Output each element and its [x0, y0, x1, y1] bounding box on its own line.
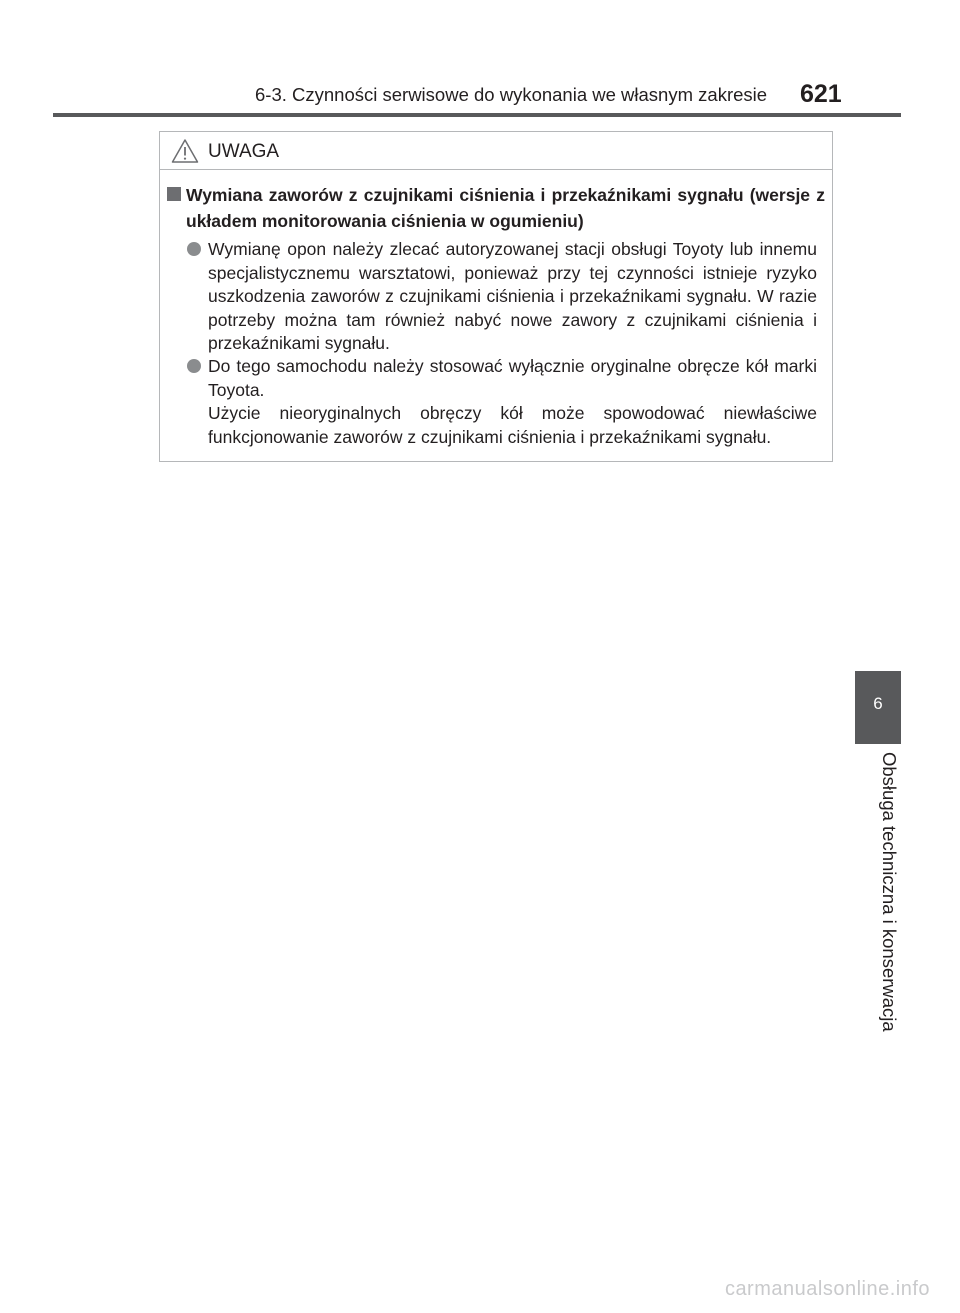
list-item: [187, 355, 817, 449]
square-bullet-icon: [167, 187, 181, 201]
section-title: 6-3. Czynności serwisowe do wykonania we własnym zakresie: [255, 84, 768, 105]
bullet-dot-icon: [187, 242, 201, 256]
chapter-tab: [855, 671, 901, 744]
caution-heading: [167, 182, 825, 234]
caution-label: UWAGA: [208, 141, 280, 162]
page-number: 621: [800, 80, 842, 108]
item-paragraph: Do tego samochodu należy stosować wyłącznie oryginalne obręcze kół marki Toyota.: [208, 356, 817, 400]
caution-heading-text: Wymiana zaworów z czujnikami ciśnienia i przekaźnikami sygnału (wersje z układem monitorowania ciśnienia w ogumieniu): [186, 185, 825, 231]
chapter-title: Obsługa techniczna i konserwacja: [879, 752, 900, 1032]
header-rule: [53, 113, 901, 117]
warning-triangle-icon: [171, 138, 199, 164]
caution-header: [160, 132, 832, 170]
list-item: [187, 238, 817, 356]
bullet-dot-icon: [187, 359, 201, 373]
item-paragraph: Wymianę opon należy zlecać autoryzowanej stacji obsługi Toyoty lub innemu specjalistycznemu warsztatowi, ponieważ przy tej czynności istnieje ryzyko uszkodzenia zaworów z czujnikami ciśnienia i przekaźnikami sygnału. W razie potrzeby można tam również nabyć nowe zawory z czujnikami ciśnienia i przekaźnikami sygnału.: [208, 239, 817, 353]
chapter-number: 6: [873, 694, 883, 713]
caution-box: [159, 131, 833, 462]
watermark: carmanualsonline.info: [724, 1278, 930, 1300]
item-paragraph: Użycie nieoryginalnych obręczy kół może spowodować niewłaściwe funkcjonowanie zaworów z czujnikami ciśnienia i przekaźnikami sygnału.: [208, 403, 817, 447]
